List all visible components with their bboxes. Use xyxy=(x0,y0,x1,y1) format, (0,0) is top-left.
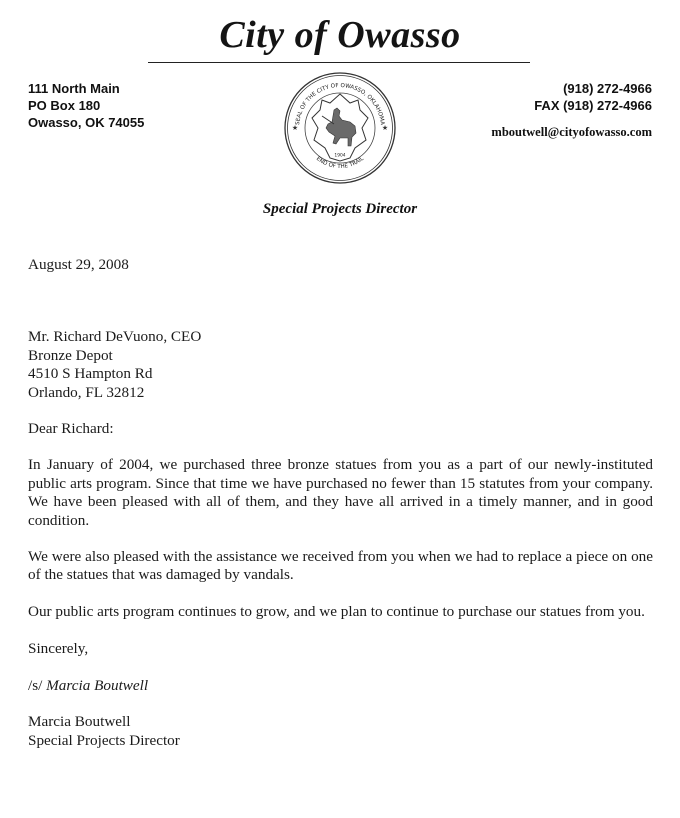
phone-number: (918) 272-4966 xyxy=(563,81,652,96)
horse-rider-figure xyxy=(326,108,356,146)
letter-date: August 29, 2008 xyxy=(28,256,129,273)
paragraph: Our public arts program continues to grow, and we plan to continue to purchase our statues from you. xyxy=(28,602,645,620)
signer-block xyxy=(28,713,653,750)
city-seal xyxy=(282,70,398,186)
signature-name: Marcia Boutwell xyxy=(46,676,149,694)
signature-mark: /s/ xyxy=(28,676,43,694)
svg-text:★: ★ xyxy=(291,124,299,132)
paragraph: In January of 2004, we purchased three bronze statues from you as a part of our newly-instituted public arts program. Since that time we have purchased no fewer than 15 statutes from your company. We have been pleased with all of them, and they have all arrived in a timely manner, and in good condition. xyxy=(28,456,653,529)
address-line: 111 North Main xyxy=(28,81,120,96)
recipient-line: Mr. Richard DeVuono, CEO xyxy=(28,328,202,346)
letterhead-title: City of Owasso xyxy=(219,14,461,56)
recipient-address xyxy=(28,328,653,402)
return-address xyxy=(28,80,144,131)
closing: Sincerely, xyxy=(28,640,89,658)
address-line: Owasso, OK 74055 xyxy=(28,115,145,130)
signer-title: Special Projects Director xyxy=(28,731,180,749)
address-line: PO Box 180 xyxy=(28,98,101,113)
contact-numbers xyxy=(534,80,652,114)
letterhead-subtitle: Special Projects Director xyxy=(262,201,418,217)
letter-body xyxy=(28,256,653,750)
paragraph: We were also pleased with the assistance we received from you when we had to replace a piece on one of the statues that was damaged by vandals. xyxy=(28,548,653,584)
fax-number: FAX (918) 272-4966 xyxy=(534,98,652,113)
title-rule xyxy=(148,62,530,63)
signature xyxy=(28,677,653,695)
signer-name: Marcia Boutwell xyxy=(28,713,131,731)
recipient-line: Bronze Depot xyxy=(28,346,113,364)
email-address: mboutwell@cityofowasso.com xyxy=(491,125,652,139)
svg-text:★: ★ xyxy=(381,124,389,132)
recipient-line: Orlando, FL 32812 xyxy=(28,383,145,401)
seal-top-text: SEAL OF THE CITY OF OWASSO, OKLAHOMA xyxy=(295,82,385,126)
recipient-line: 4510 S Hampton Rd xyxy=(28,365,153,383)
salutation: Dear Richard: xyxy=(28,420,114,438)
seal-bottom-text: END OF THE TRAIL xyxy=(314,155,366,171)
seal-year: 1904 xyxy=(334,153,346,159)
